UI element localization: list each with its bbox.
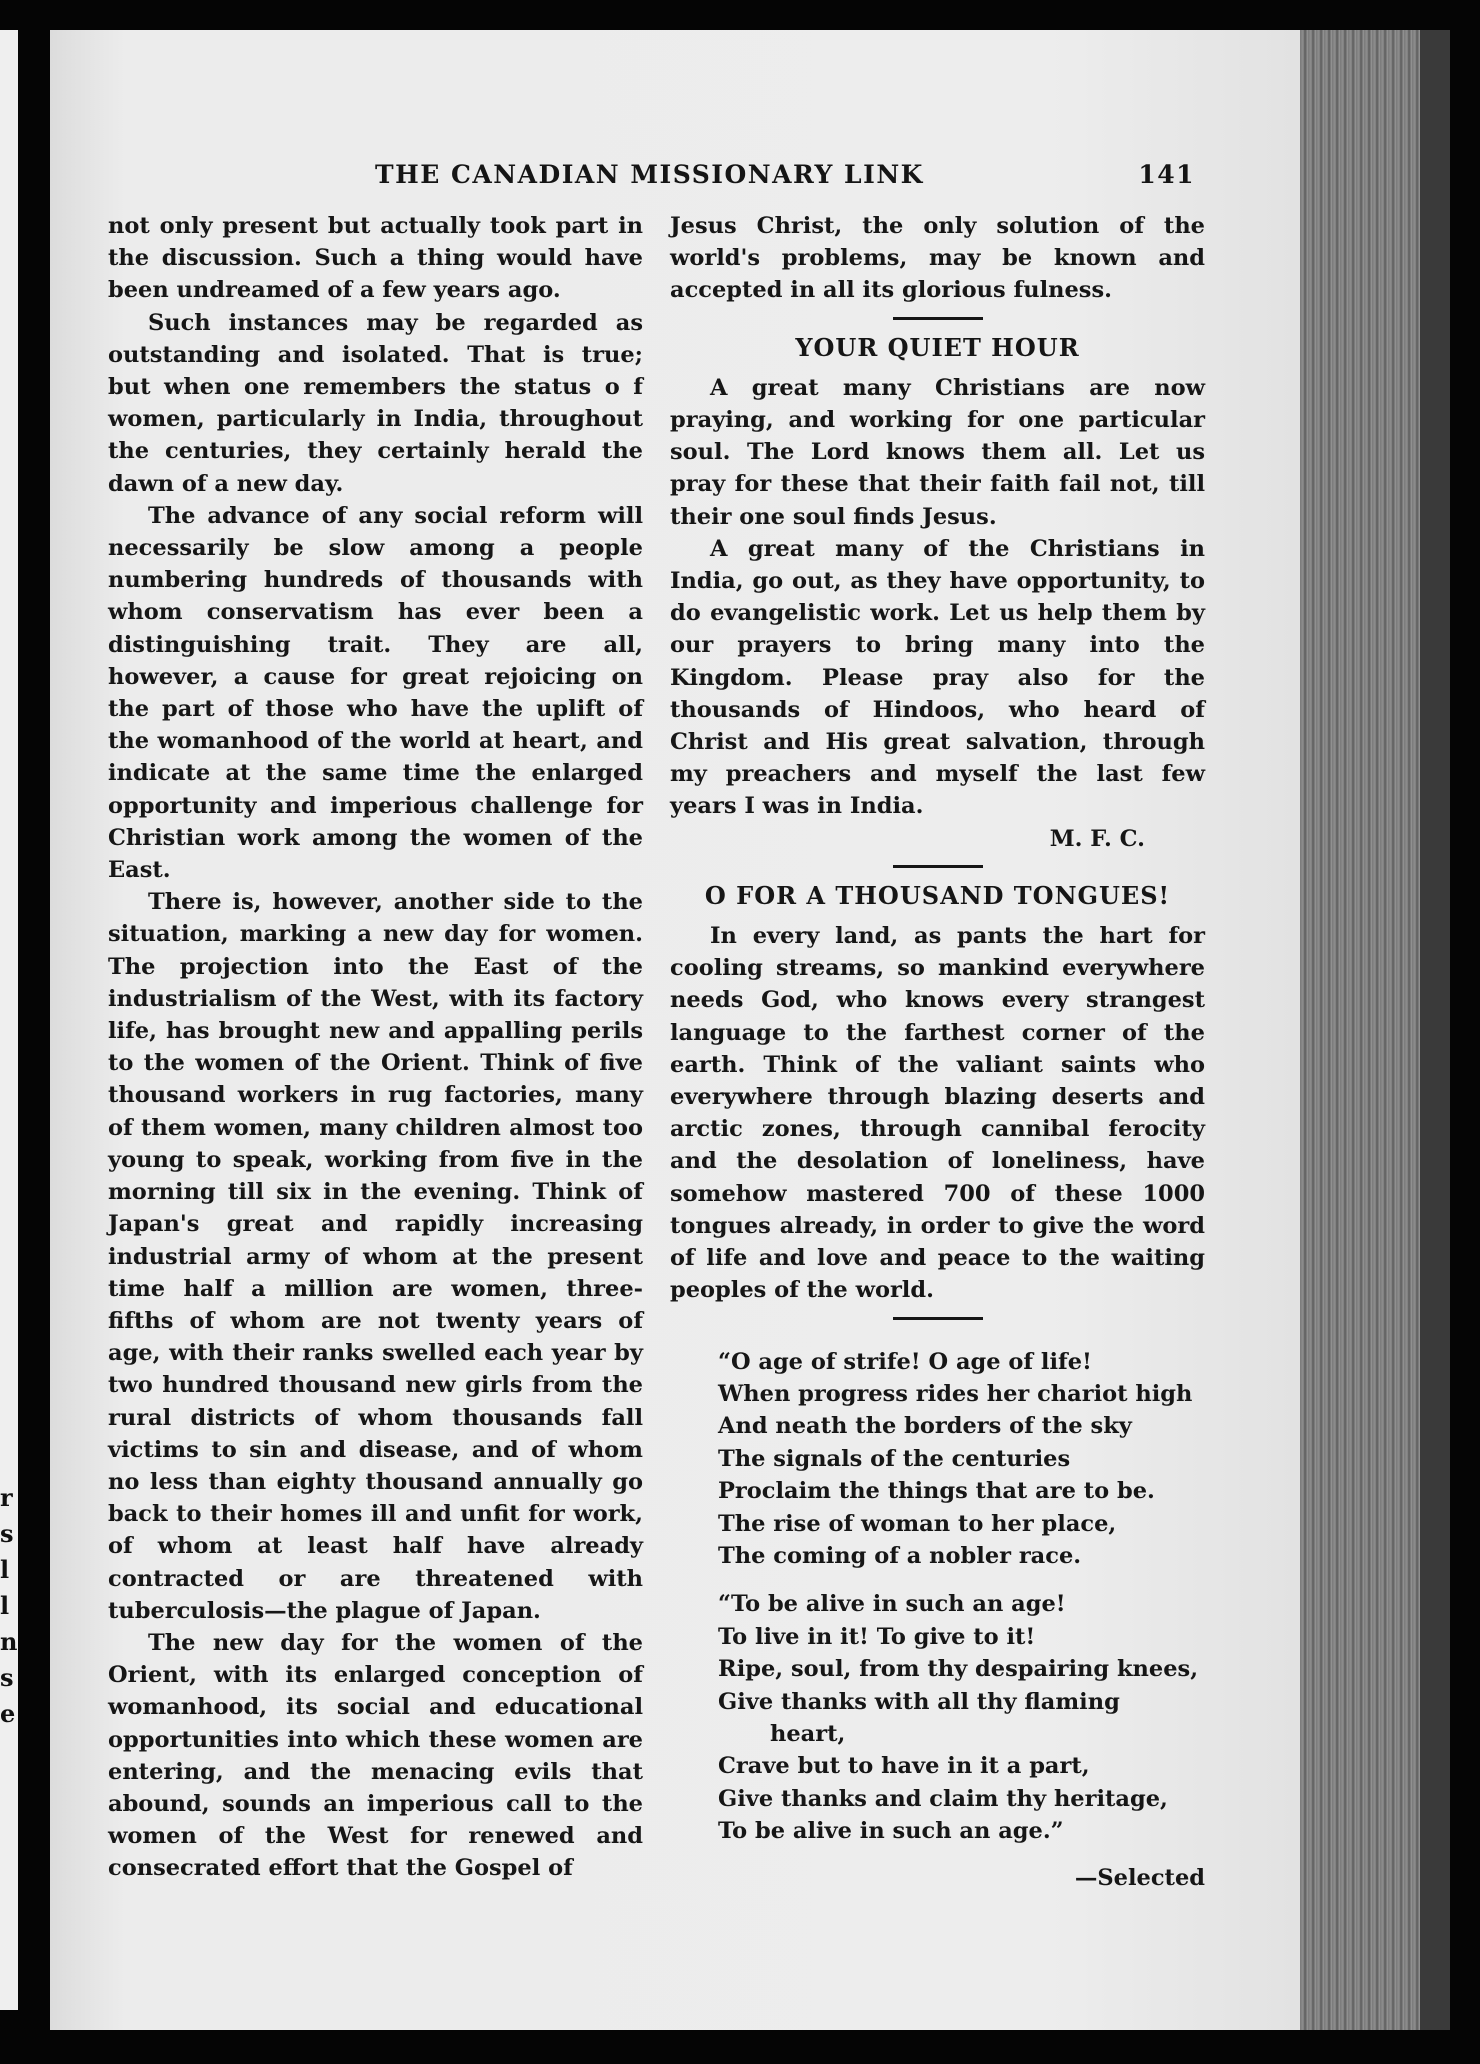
journal-title: THE CANADIAN MISSIONARY LINK bbox=[375, 160, 924, 189]
poem-stanza bbox=[718, 1588, 1205, 1847]
poem-line: “To be alive in such an age! bbox=[718, 1591, 1066, 1618]
poem-line: Crave but to have in it a part, bbox=[718, 1753, 1090, 1780]
edge-letter: l bbox=[0, 1555, 10, 1584]
edge-letter: s bbox=[0, 1519, 14, 1548]
paragraph: There is, however, another side to the situation, marking a new day for women. The projection into the East of the industrialism of the West, with its factory life, has brought new and appalling perils to the women of the Orient. Think of five thousand workers in rug factories, many of them women, many children almost too young to speak, working from five in the morning till six in the evening. Think of Japan's great and rapidly increasing industrial army of whom at the present time half a million are women, three-fifths of whom are not twenty years of age, with their ranks swelled each year by two hundred thousand new girls from the rural districts of whom thousands fall victims to sin and disease, and of whom no less than eighty thousand annually go back to their homes ill and unfit for work, of whom at least half have already contracted or are threatened with tuberculosis—the plague of Japan. bbox=[108, 889, 643, 1624]
left-column bbox=[108, 210, 643, 1885]
edge-letter: n bbox=[0, 1627, 18, 1656]
adjacent-page-letters bbox=[0, 1480, 18, 1732]
continuation-paragraph: Jesus Christ, the only solution of the world's problems, may be known and accepted in all its glorious fulness. bbox=[670, 213, 1205, 304]
poem-line: Proclaim the things that are to be. bbox=[718, 1478, 1155, 1505]
poem-attribution: —Selected bbox=[1074, 1864, 1205, 1891]
section-title-thousand-tongues: O FOR A THOUSAND TONGUES! bbox=[704, 880, 1171, 910]
edge-letter: e bbox=[0, 1699, 16, 1728]
edge-letter: s bbox=[0, 1663, 14, 1692]
section-divider bbox=[893, 1317, 983, 1320]
poem-stanza bbox=[718, 1346, 1205, 1573]
paragraph: A great many of the Christians in India, go out, as they have opportunity, to do evangelistic work. Let us help them by our prayers to bring many into the Kingdom. Please pray also for the thousands of Hindoos, who heard of Christ and His great salvation, through my preachers and myself the last few years I was in India. bbox=[670, 535, 1205, 820]
poem-line: “O age of strife! O age of life! bbox=[718, 1348, 1092, 1375]
poem-line: heart, bbox=[770, 1720, 846, 1747]
page-number: 141 bbox=[1138, 160, 1195, 189]
poem-line: To live in it! To give to it! bbox=[718, 1623, 1036, 1650]
paragraph: not only present but actually took part in the discussion. Such a thing would have been undreamed of a few years ago. bbox=[108, 213, 643, 304]
section-divider bbox=[893, 317, 983, 320]
right-column bbox=[670, 210, 1205, 1894]
edge-letter: l bbox=[0, 1591, 10, 1620]
poem-line: When progress rides her chariot high bbox=[718, 1380, 1193, 1407]
running-header bbox=[375, 160, 1195, 189]
paragraph: The advance of any social reform will necessarily be slow among a people numbering hundreds of thousands with whom conservatism has ever been a distinguishing trait. They are all, however, a cause for great rejoicing on the part of those who have the uplift of the womanhood of the world at heart, and indicate at the same time the enlarged opportunity and imperious challenge for Christian work among the women of the East. bbox=[108, 502, 643, 884]
paragraph: In every land, as pants the hart for cooling streams, so mankind everywhere needs God, who knows every strangest language to the farthest corner of the earth. Think of the valiant saints who everywhere through blazing deserts and arctic zones, through cannibal ferocity and the desolation of loneliness, have somehow mastered 700 of these 1000 tongues already, in order to give the word of life and love and peace to the waiting peoples of the world. bbox=[670, 923, 1205, 1304]
book-spine-shadow bbox=[1420, 30, 1450, 2030]
section-divider bbox=[893, 865, 983, 868]
paragraph: A great many Christians are now praying, and working for one particular soul. The Lord knows them all. Let us pray for these that their faith fail not, till their one soul finds Jesus. bbox=[670, 374, 1205, 530]
poem-line: The signals of the centuries bbox=[718, 1445, 1071, 1472]
poem-line: Ripe, soul, from thy despairing knees, bbox=[718, 1656, 1199, 1683]
poem-line: And neath the borders of the sky bbox=[718, 1413, 1132, 1440]
section-title-quiet-hour: YOUR QUIET HOUR bbox=[795, 332, 1080, 362]
book-page-edges bbox=[1300, 30, 1420, 2030]
paragraph: The new day for the women of the Orient, with its enlarged conception of womanhood, its social and educational opportunities into which these women are entering, and the menacing evils that abound, sounds an imperious call to the women of the West for renewed and consecrated effort that the Gospel of bbox=[108, 1629, 643, 1882]
edge-letter: r bbox=[0, 1483, 13, 1512]
poem-line: The rise of woman to her place, bbox=[718, 1510, 1117, 1537]
poem-line: To be alive in such an age.” bbox=[718, 1818, 1064, 1845]
poem-line: The coming of a nobler race. bbox=[718, 1542, 1082, 1569]
author-signature: M. F. C. bbox=[1049, 825, 1145, 852]
paragraph: Such instances may be regarded as outstanding and isolated. That is true; but when one remembers the status o f women, particularly in India, throughout the centuries, they certainly herald the dawn of a new day. bbox=[108, 309, 643, 497]
poem bbox=[670, 1346, 1205, 1895]
poem-line: Give thanks and claim thy heritage, bbox=[718, 1785, 1168, 1812]
poem-line: Give thanks with all thy flaming bbox=[718, 1688, 1120, 1715]
